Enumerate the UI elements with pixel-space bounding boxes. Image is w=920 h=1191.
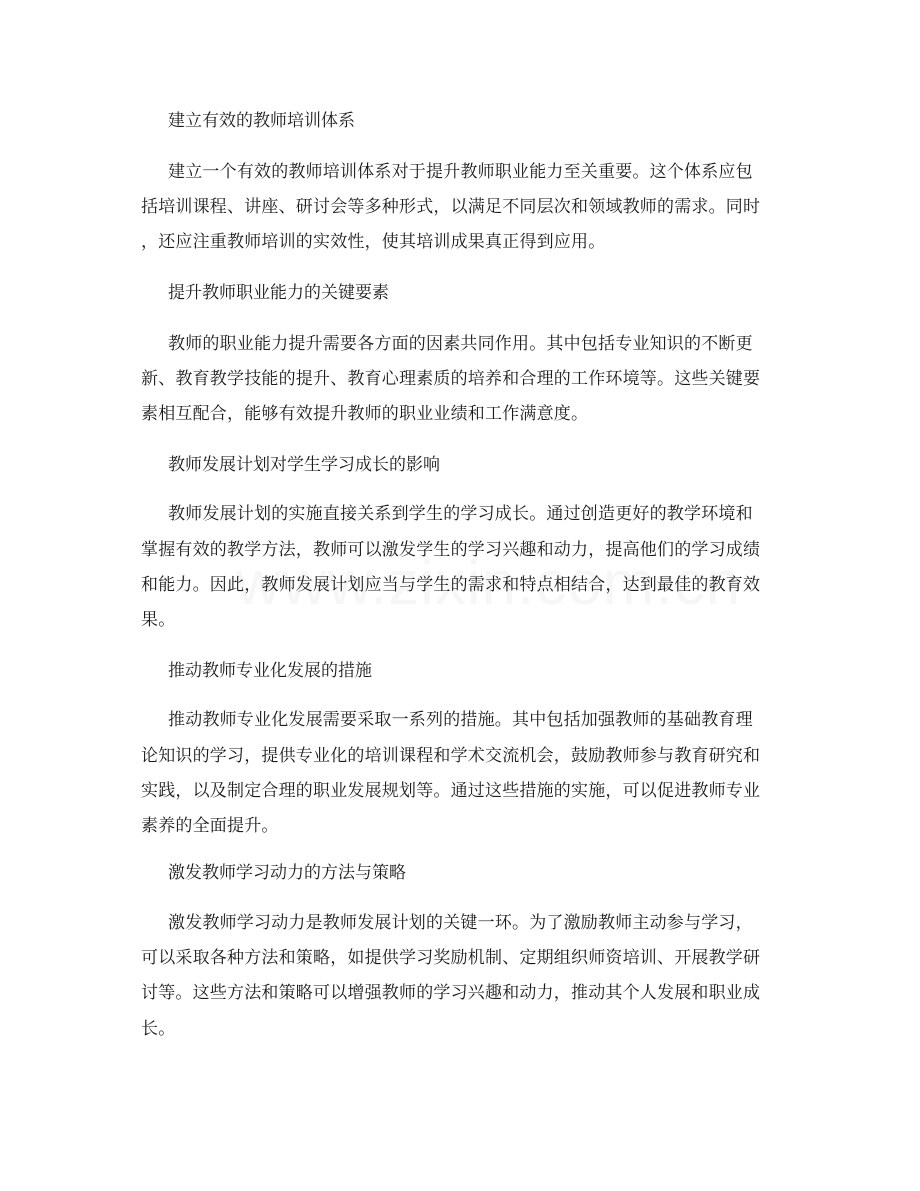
- section-heading: 教师发展计划对学生学习成长的影响: [168, 455, 440, 475]
- section-heading: 激发教师学习动力的方法与策略: [168, 863, 406, 883]
- paragraph-line: 素相互配合，能够有效提升教师的职业业绩和工作满意度。: [141, 404, 589, 424]
- paragraph-line: 素养的全面提升。: [141, 816, 279, 836]
- paragraph-line: 教师发展计划的实施直接关系到学生的学习成长。通过创造更好的教学环境和: [168, 504, 753, 524]
- paragraph-line: 推动教师专业化发展需要采取一系列的措施。其中包括加强教师的基础教育理: [168, 710, 753, 730]
- paragraph-line: 可以采取各种方法和策略，如提供学习奖励机制、定期组织师资培训、开展教学研: [141, 948, 761, 968]
- paragraph-line: 论知识的学习，提供专业化的培训课程和学术交流机会，鼓励教师参与教育研究和: [141, 746, 761, 766]
- paragraph-line: 掌握有效的教学方法，教师可以激发学生的学习兴趣和动力，提高他们的学习成绩: [141, 540, 761, 560]
- paragraph-line: 建立一个有效的教师培训体系对于提升教师职业能力至关重要。这个体系应包: [168, 162, 753, 182]
- section-heading: 推动教师专业化发展的措施: [168, 661, 372, 681]
- paragraph-line: 激发教师学习动力是教师发展计划的关键一环。为了激励教师主动参与学习，: [168, 913, 753, 933]
- paragraph-line: 括培训课程、讲座、研讨会等多种形式，以满足不同层次和领域教师的需求。同时: [141, 197, 761, 217]
- paragraph-line: 长。: [141, 1019, 176, 1039]
- paragraph-line: 新、教育教学技能的提升、教育心理素质的培养和合理的工作环境等。这些关键要: [141, 369, 761, 389]
- paragraph-line: ，还应注重教师培训的实效性，使其培训成果真正得到应用。: [141, 232, 606, 252]
- section-heading: 提升教师职业能力的关键要素: [168, 283, 389, 303]
- paragraph-line: 教师的职业能力提升需要各方面的因素共同作用。其中包括专业知识的不断更: [168, 334, 753, 354]
- paragraph-line: 和能力。因此，教师发展计划应当与学生的需求和特点相结合，达到最佳的教育效: [141, 575, 761, 595]
- section-heading: 建立有效的教师培训体系: [168, 111, 355, 131]
- paragraph-line: 果。: [141, 610, 176, 630]
- paragraph-line: 讨等。这些方法和策略可以增强教师的学习兴趣和动力，推动其个人发展和职业成: [141, 983, 761, 1003]
- paragraph-line: 实践，以及制定合理的职业发展规划等。通过这些措施的实施，可以促进教师专业: [141, 781, 761, 801]
